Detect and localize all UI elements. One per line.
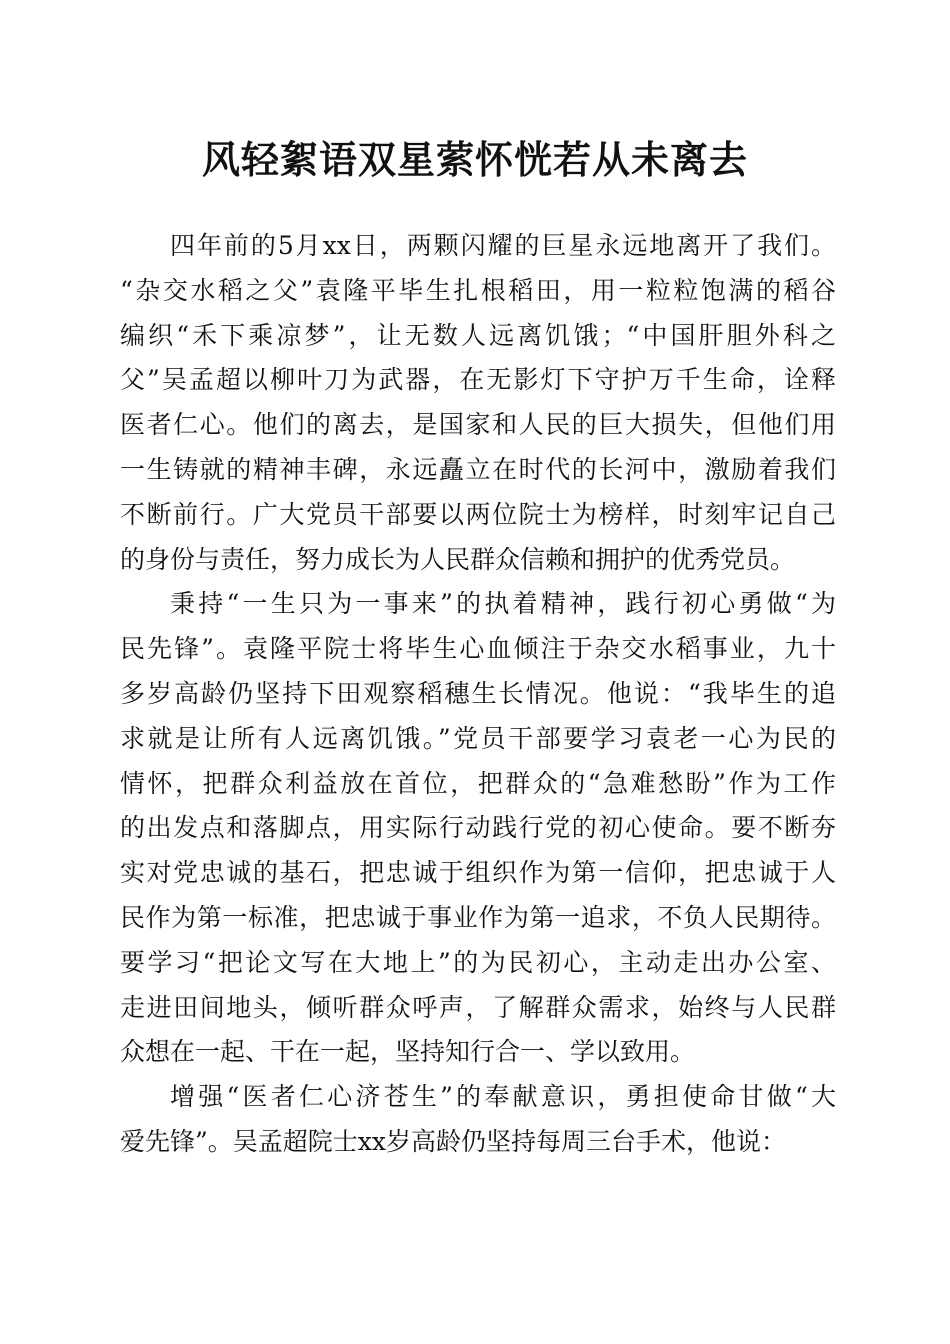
paragraph-line: 情怀，把群众利益放在首位，把群众的“急难愁盼”作为工作 <box>120 768 836 798</box>
paragraph-line: “杂交水稻之父”袁隆平毕生扎根稻田，用一粒粒饱满的稻谷 <box>120 275 836 305</box>
paragraph-line: 编织“禾下乘凉梦”，让无数人远离饥饿；“中国肝胆外科之 <box>120 320 836 350</box>
document-body <box>120 224 836 1165</box>
paragraph-line: 一生铸就的精神丰碑，永远矗立在时代的长河中，激励着我们 <box>120 454 836 484</box>
paragraph-line: 父”吴孟超以柳叶刀为武器，在无影灯下守护万千生命，诠释 <box>120 365 836 395</box>
paragraph-line: 要学习“把论文写在大地上”的为民初心，主动走出办公室、 <box>120 947 836 977</box>
paragraph-line: 的出发点和落脚点，用实际行动践行党的初心使命。要不断夯 <box>120 813 836 843</box>
paragraph-line: 民作为第一标准，把忠诚于事业作为第一追求，不负人民期待。 <box>120 902 836 932</box>
paragraph-line: 民先锋”。袁隆平院士将毕生心血倾注于杂交水稻事业，九十 <box>120 634 836 664</box>
paragraph-3 <box>120 1075 836 1165</box>
paragraph-line: 四年前的5月xx日，两颗闪耀的巨星永远地离开了我们。 <box>170 231 836 260</box>
paragraph-1 <box>120 224 836 582</box>
paragraph-line: 增强“医者仁心济苍生”的奉献意识，勇担使命甘做“大 <box>170 1082 836 1112</box>
document-title: 风轻絮语双星萦怀恍若从未离去 <box>201 137 748 182</box>
paragraph-line: 爱先锋”。吴孟超院士xx岁高龄仍坚持每周三台手术，他说： <box>120 1126 786 1156</box>
paragraph-line: 多岁高龄仍坚持下田观察稻穗生长情况。他说：“我毕生的追 <box>120 678 836 708</box>
paragraph-2 <box>120 582 836 1075</box>
paragraph-line: 实对党忠诚的基石，把忠诚于组织作为第一信仰，把忠诚于人 <box>120 858 836 888</box>
paragraph-line: 的身份与责任，努力成长为人民群众信赖和拥护的优秀党员。 <box>120 544 796 574</box>
paragraph-line: 医者仁心。他们的离去，是国家和人民的巨大损失，但他们用 <box>120 410 836 440</box>
paragraph-line: 众想在一起、干在一起，坚持知行合一、学以致用。 <box>120 1037 696 1067</box>
paragraph-line: 走进田间地头，倾听群众呼声，了解群众需求，始终与人民群 <box>120 992 836 1022</box>
paragraph-line: 不断前行。广大党员干部要以两位院士为榜样，时刻牢记自己 <box>120 499 836 529</box>
paragraph-line: 秉持“一生只为一事来”的执着精神，践行初心勇做“为 <box>170 589 836 619</box>
paragraph-line: 求就是让所有人远离饥饿。”党员干部要学习袁老一心为民的 <box>120 723 836 753</box>
